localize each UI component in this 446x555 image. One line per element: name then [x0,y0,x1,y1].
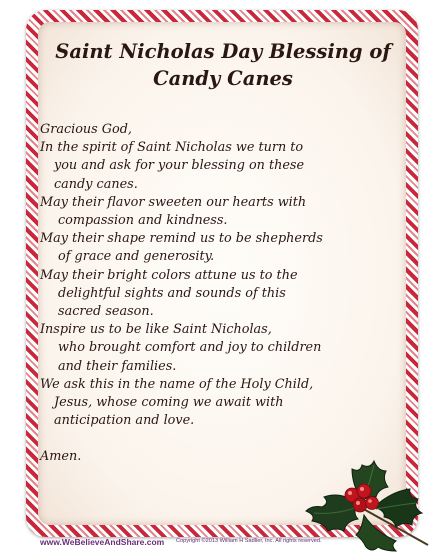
blessing-line: Jesus, whose coming we await with [54,395,284,411]
blessing-line: May their bright colors attune us to the [40,267,298,283]
blessing-line: We ask this in the name of the Holy Child, [40,376,314,392]
title-line-2: Candy Canes [153,67,293,90]
blessing-title [0,38,446,92]
blessing-line: sacred season. [58,304,154,320]
blessing-line: delightful sights and sounds of this [58,285,286,301]
blessing-line: Gracious God, [40,122,132,137]
blessing-line: May their shape remind us to be shepherds [40,231,323,247]
blessing-line: and their families. [58,358,177,374]
blessing-line: candy canes. [54,176,138,192]
title-line-1: Saint Nicholas Day Blessing of [55,40,391,63]
footer [40,536,420,550]
blessing-line: Inspire us to be like Saint Nicholas, [40,322,272,338]
blessing-line: In the spirit of Saint Nicholas we turn to [40,140,304,156]
blessing-line: compassion and kindness. [58,213,228,229]
blessing-line: May their flavor sweeten our hearts with [40,194,307,210]
blessing-line: anticipation and love. [54,413,195,429]
blessing-text [40,121,385,467]
blessing-line: of grace and generosity. [58,249,215,265]
blessing-closing: Amen. [40,449,82,465]
website-link[interactable]: www.WeBelieveAndShare.com [40,537,165,547]
copyright-notice: Copyright ©2013 William H Sadlier, Inc. All rights reserved. [176,538,322,544]
blessing-line: who brought comfort and joy to children [58,340,322,356]
blessing-line: you and ask for your blessing on these [54,158,305,174]
